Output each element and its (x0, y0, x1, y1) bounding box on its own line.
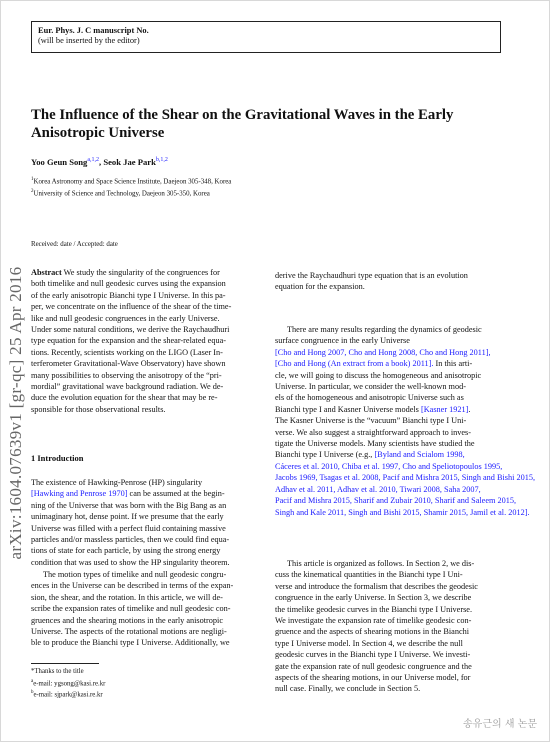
citation-link[interactable]: [Hawking and Penrose 1970] (31, 489, 128, 499)
abstract-line (31, 347, 269, 358)
text-line: the timelike geodesic curves in the Bianchi type I Universe. (275, 604, 473, 614)
abstract-text: duce the evolution equation for the shear that may be re- (31, 393, 218, 403)
text-line: This article is organized as follows. In Section 2, we dis- (287, 559, 475, 568)
abstract-text: terferometer Gravitational-Wave Observatory) have shown (31, 359, 226, 369)
citation-link[interactable]: [Cho and Hong 2007, Cho and Hong 2008, Cho and Hong 2011], (275, 347, 491, 357)
abstract-line (31, 301, 269, 312)
text-line (275, 335, 549, 346)
abstract-line (31, 381, 269, 392)
text-span: ning of the Universe that was born with the Big Bang as an (31, 500, 227, 510)
abstract-line (31, 267, 269, 278)
text-line: null case. Finally, we conclude in Section 5. (275, 684, 421, 694)
text-line (31, 500, 269, 511)
text-line: ences in the Universe can be described in terms of the expan- (31, 581, 234, 591)
footnote-item (31, 667, 105, 677)
abstract-text: tions. Recently, scientists working on the LIGO (Laser In- (31, 347, 223, 357)
received-date: Received: date / Accepted: date (31, 241, 118, 248)
editor-note: (will be inserted by the editor) (38, 36, 140, 45)
text-line (275, 449, 549, 460)
text-span: unimaginary hot, dense point. If we presume that the early (31, 512, 224, 522)
arxiv-sidebar (6, 233, 26, 593)
text-line (275, 415, 549, 426)
abstract-text: like and null geodesic congruences in the early Universe. (31, 313, 220, 323)
watermark-caption: 송유근의 새 논문 (463, 719, 537, 730)
text-line: congruence in the early Universe. In Section 3, we describe (275, 593, 472, 603)
text-span: Universe was filled with a perfect fluid containing massive (31, 523, 226, 533)
section-heading-introduction: 1 Introduction (31, 453, 84, 463)
abstract-label: Abstract (31, 268, 62, 277)
text-line: gruences and the shearing motions in the early anisotropic (31, 615, 223, 625)
author-name: Seok Jae Park (103, 157, 156, 167)
text-line (31, 557, 269, 568)
abstract-line (31, 358, 269, 369)
abstract-line (31, 278, 269, 289)
footnote-item (31, 688, 105, 700)
paper-title: The Influence of the Shear on the Gravitational Waves in the Early Anisotropic Universe (31, 107, 454, 141)
affiliation: $^1$Korea Astronomy and Space Science Institute, Daejeon 305-348, Korea (31, 177, 232, 186)
citation-link[interactable]: Pacif and Mishra 2015, Sharif and Zubair 2010, Sharif and Saleem 2015, (275, 496, 517, 506)
text-line (275, 427, 549, 438)
text-line (31, 511, 269, 522)
abstract-text: per, we concentrate on the influence of the shear of the time- (31, 302, 232, 312)
abstract-line (31, 392, 269, 403)
text-line (275, 484, 549, 495)
text-span: . (468, 404, 471, 414)
abstract-text: both timelike and null geodesic curves using the expansion (31, 279, 226, 289)
text-span: condition that was used to show the HP singularity theorem. (31, 557, 230, 567)
text-line: The motion types of timelike and null geodesic congru- (43, 570, 227, 579)
text-line: cuss the kinematical quantities in the Bianchi type I Uni- (275, 570, 463, 580)
abstract-line (31, 335, 269, 346)
text-span: verse. We also suggest a straightforward approach to inves- (275, 427, 471, 437)
text-line: derive the Raychaudhuri type equation that is an evolution (275, 271, 468, 280)
footnote-text: *Thanks to the title (31, 668, 84, 675)
intro-paragraph-1 (31, 477, 269, 568)
text-line: Universe. The aspects of the rotational motions are negligi- (31, 627, 227, 637)
footnote-item (31, 677, 105, 689)
text-line: equation for the expansion. (275, 282, 365, 292)
affiliation: $^2$University of Science and Technology, Daejeon 305-350, Korea (31, 188, 210, 198)
text-line (275, 438, 549, 449)
text-span: In this arti- (433, 359, 473, 369)
abstract-line (31, 324, 269, 335)
footnote-mark: b (31, 690, 34, 696)
abstract-line (31, 370, 269, 381)
footnote-text: e-mail: sjpark@kasi.re.kr (33, 691, 103, 699)
text-line (275, 381, 549, 392)
text-line (275, 347, 549, 358)
text-line: scribe the expansion rates of timelike and null geodesic con- (31, 604, 231, 614)
intro-continuation (275, 270, 549, 293)
author-affil-mark[interactable]: b,1,2 (155, 157, 168, 164)
text-line: We investigate the expansion rate of timelike geodesic con- (275, 616, 472, 626)
intro-paragraph-3 (275, 324, 549, 518)
text-line (275, 358, 549, 369)
text-line (31, 523, 269, 534)
text-span: Bianchi type I Universe (e.g., (275, 450, 375, 460)
text-line (275, 324, 549, 335)
abstract-text: Under some natural conditions, we derive the Raychaudhuri (31, 325, 230, 335)
intro-paragraph-2 (31, 569, 269, 649)
text-span: can be assumed at the begin- (127, 489, 225, 499)
arxiv-id: arXiv:1604.07639v1 [gr-qc] 25 Apr 2016 (6, 266, 25, 560)
text-line: verse and introduce the formalism that describes the geodesic (275, 581, 478, 591)
abstract-text: many possibilities to observing the anisotropy of the “pri- (31, 370, 222, 380)
text-line (31, 545, 269, 556)
citation-link[interactable]: Adhav et al. 2011, Adhav et al. 2010, Tiwari 2008, Saha 2007, (275, 484, 481, 494)
text-span: Universe. In particular, we consider the well-known mod- (275, 382, 466, 392)
abstract-text: mordial” gravitational wave background radiation. We de- (31, 382, 224, 392)
text-span: tigate the Universe models. Many scientists have studied the (275, 439, 475, 449)
abstract-line (31, 313, 269, 324)
text-span: The existence of Hawking-Penrose (HP) singularity (31, 478, 203, 487)
footnote-rule (31, 663, 99, 664)
text-line (275, 461, 549, 472)
author-affil-mark[interactable]: a,1,2 (87, 157, 100, 164)
text-line: ble to produce the Bianchi type I Universe. Additionally, we (31, 638, 230, 648)
citation-link[interactable]: [Byland and Scialom 1998, (374, 450, 465, 460)
text-line (31, 477, 269, 488)
text-line: geodesic curves in the Bianchi type I Universe. We investi- (275, 650, 471, 660)
text-line (31, 534, 269, 545)
intro-paragraph-4 (275, 558, 549, 695)
abstract-text: We study the singularity of the congruences for (63, 268, 220, 277)
text-span: Bianchi type I and Kasner Universe models (275, 404, 421, 414)
citation-link[interactable]: Singh and Kale 2011, Singh and Bishi 2015, Shamir 2015, Jamil et al. 2012]. (275, 507, 530, 517)
text-line: gate the expansion rate of null geodesic congruence and the (275, 661, 472, 671)
citation-link[interactable]: [Cho and Hong (An extract from a book) 2011]. (275, 359, 434, 369)
text-span: cle, we will going to discuss the homogeneous and anisotropic (275, 370, 482, 380)
text-line (275, 370, 549, 381)
text-line: aspects of the shearing motions, in our Universe model, for (275, 673, 471, 683)
text-line (31, 488, 269, 499)
text-line (275, 392, 549, 403)
footnote-text: e-mail: ygsong@kasi.re.kr (33, 679, 106, 687)
footnote-mark: a (31, 678, 34, 684)
author-list: Yoo Geun Song$^{a,1,2}$, Seok Jae Park$^{b,1,2}$ (31, 157, 168, 167)
abstract-text: type equation for the expansion and the shear-related equa- (31, 336, 227, 346)
text-line: type I Universe model. In Section 4, we describe the null (275, 638, 463, 648)
journal-name: Eur. Phys. J. C manuscript No. (38, 26, 149, 35)
text-line (275, 507, 549, 518)
text-span: surface congruence in the early Universe (275, 336, 410, 346)
footnotes (31, 667, 105, 700)
text-span: els of the homogeneous and anisotropic Universe such as (275, 393, 464, 403)
abstract-text: of the early anisotropic Bianchi type I Universe. In this pa- (31, 290, 226, 300)
abstract-line (31, 404, 269, 415)
abstract (31, 267, 269, 415)
author-name: Yoo Geun Song (31, 157, 88, 167)
affiliations (31, 175, 231, 199)
text-span: tions of state for each particle, by using the strong energy (31, 546, 221, 556)
text-span: The Kasner Universe is the “vacuum” Bianchi type I Uni- (275, 416, 467, 426)
text-line: gruence and the aspects of shearing motions in the Bianchi (275, 627, 470, 637)
citation-link[interactable]: [Kasner 1921] (420, 404, 469, 414)
text-span: particles and/or massless particles, then we could find equa- (31, 535, 230, 545)
text-line (275, 472, 549, 483)
manuscript-box (31, 21, 501, 53)
text-line (275, 404, 549, 415)
text-span: There are many results regarding the dynamics of geodesic (287, 325, 482, 334)
text-line: sion, the shear, and the rotation. In this article, we will de- (31, 592, 223, 602)
abstract-text: sponsible for those observational results. (31, 404, 166, 414)
text-line (275, 495, 549, 506)
citation-link[interactable]: Jacobs 1969, Tsagas et al. 2008, Pacif and Mishra 2015, Singh and Bishi 2015, (275, 473, 536, 483)
citation-link[interactable]: Cáceres et al. 2010, Chiba et al. 1997, Cho and Speliotopoulos 1995, (275, 461, 503, 471)
abstract-line (31, 290, 269, 301)
